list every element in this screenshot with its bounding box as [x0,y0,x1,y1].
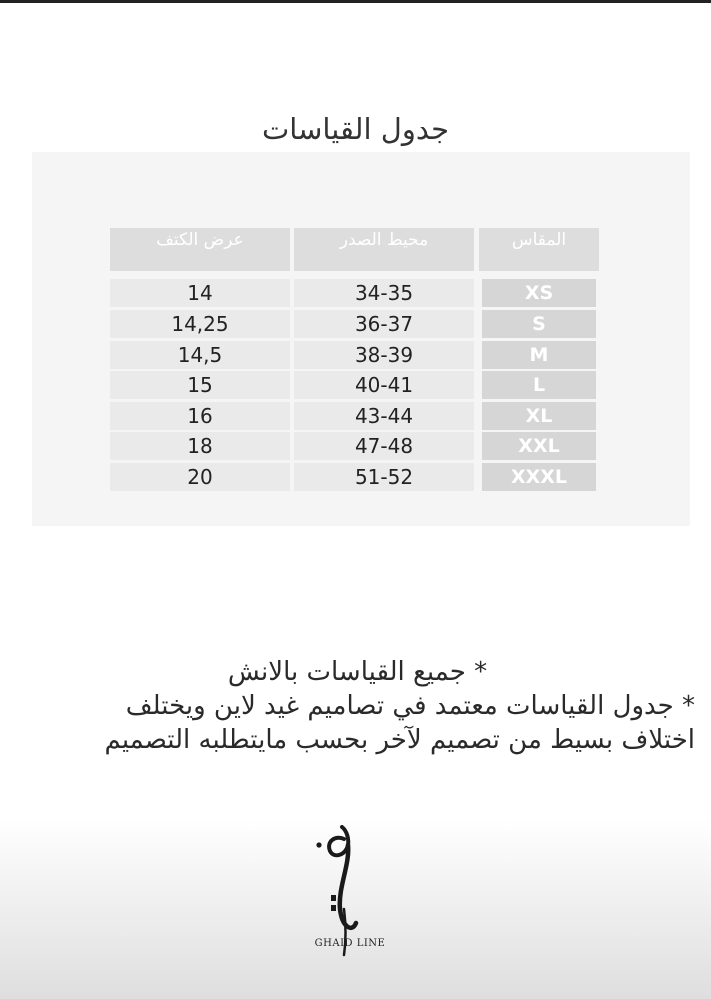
cell-size: XXL [482,432,596,460]
note-variation: اختلاف بسيط من تصميم لآخر بحسب مايتطلبه التصميم [104,725,695,755]
cell-shoulder-width: 14,5 [110,341,290,369]
cell-size: L [482,371,596,399]
table-row [110,402,600,430]
cell-shoulder-width: 14,25 [110,310,290,338]
cell-shoulder-width: 14 [110,279,290,307]
cell-chest: 51-52 [294,463,474,491]
table-row [110,341,600,369]
table-row [110,463,600,491]
cell-chest: 47-48 [294,432,474,460]
top-border-line [0,0,711,3]
header-size: المقاس [479,228,599,271]
cell-size: XXXL [482,463,596,491]
table-row [110,371,600,399]
cell-shoulder-width: 18 [110,432,290,460]
cell-chest: 40-41 [294,371,474,399]
cell-shoulder-width: 20 [110,463,290,491]
cell-shoulder-width: 16 [110,402,290,430]
table-row [110,310,600,338]
cell-chest: 34-35 [294,279,474,307]
header-shoulder-width: عرض الكتف [110,228,290,271]
header-chest-circumference: محيط الصدر [294,228,474,271]
cell-chest: 43-44 [294,402,474,430]
cell-size: XS [482,279,596,307]
cell-chest: 36-37 [294,310,474,338]
cell-size: M [482,341,596,369]
notes [20,655,695,757]
brand-logo-text: GHAID LINE [314,938,386,949]
table-row [110,432,600,460]
note-approval: * جدول القياسات معتمد في تصاميم غيد لاين ويختلف [125,691,695,721]
cell-size: XL [482,402,596,430]
cell-chest: 38-39 [294,341,474,369]
cell-size: S [482,310,596,338]
table-row [110,279,600,307]
cell-shoulder-width: 15 [110,371,290,399]
page-title: جدول القياسات [261,112,450,146]
note-units: * جميع القياسات بالانش [227,657,488,687]
